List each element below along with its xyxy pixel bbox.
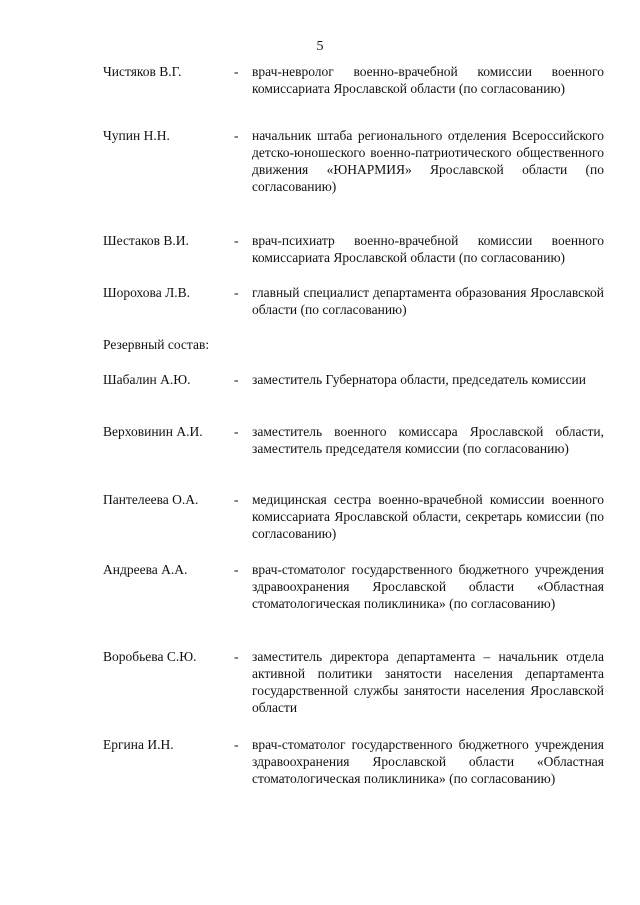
member-role: врач-психиатр военно-врачебной комиссии военного комиссариата Ярославской области (по согласованию) [252,233,604,265]
member-role: врач-невролог военно-врачебной комиссии военного комиссариата Ярославской области (по согласованию) [252,64,604,96]
page-number: 5 [316,39,324,54]
dash-separator: - [234,562,239,577]
member-name: Андреева А.А. [103,562,188,577]
dash-separator: - [234,233,239,248]
reserve-section-label: Резервный состав: [103,337,210,352]
dash-separator: - [234,424,239,439]
member-name: Чупин Н.Н. [103,128,170,143]
member-role: заместитель Губернатора области, председатель комиссии [252,372,586,387]
member-role: заместитель директора департамента – начальник отдела активной политики занятости населения департамента государственной службы занятости населения Ярославской области [252,649,604,715]
member-name: Пантелеева О.А. [103,492,199,507]
member-role: начальник штаба регионального отделения Всероссийского детско-юношеского военно-патриотического общественного движения «ЮНАРМИЯ» Ярославской области (по согласованию) [252,128,604,194]
member-name: Шабалин А.Ю. [103,372,191,387]
dash-separator: - [234,285,239,300]
dash-separator: - [234,128,239,143]
member-role: врач-стоматолог государственного бюджетного учреждения здравоохранения Ярославской области «Областная стоматологическая поликлиника» (по согласованию) [252,562,604,611]
member-role: заместитель военного комиссара Ярославской области, заместитель председателя комиссии (по согласованию) [252,424,604,456]
dash-separator: - [234,737,239,752]
member-name: Шестаков В.И. [103,233,189,248]
member-name: Чистяков В.Г. [103,64,182,79]
dash-separator: - [234,372,239,387]
dash-separator: - [234,64,239,79]
member-name: Верховинин А.И. [103,424,203,439]
member-role: медицинская сестра военно-врачебной комиссии военного комиссариата Ярославской области, секретарь комиссии (по согласованию) [252,492,604,541]
dash-separator: - [234,649,239,664]
member-name: Ергина И.Н. [103,737,174,752]
member-name: Воробьева С.Ю. [103,649,197,664]
member-role: главный специалист департамента образования Ярославской области (по согласованию) [252,285,604,317]
member-role: врач-стоматолог государственного бюджетного учреждения здравоохранения Ярославской области «Областная стоматологическая поликлиника» (по согласованию) [252,737,604,786]
member-name: Шорохова Л.В. [103,285,190,300]
dash-separator: - [234,492,239,507]
